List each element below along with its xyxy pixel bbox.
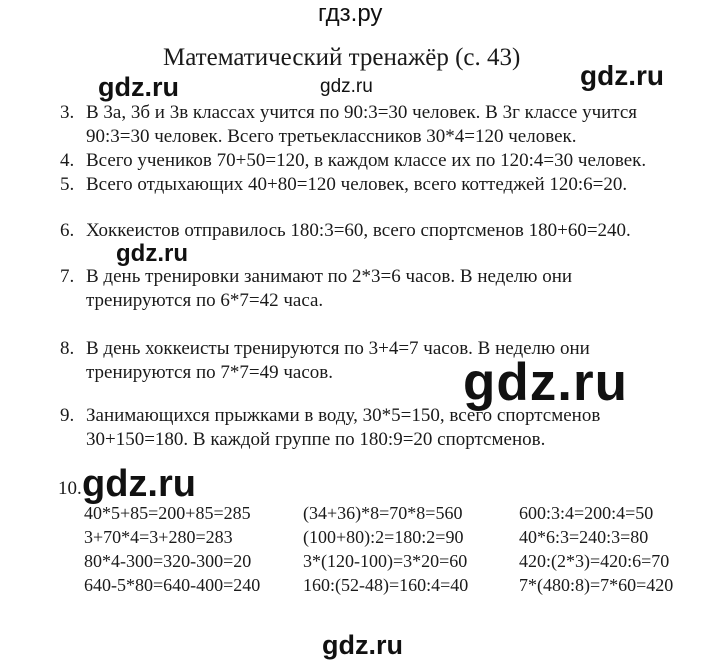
watermark: gdz.ru (82, 463, 196, 505)
exercise-10-column-3 (519, 501, 673, 597)
item-line: Всего отдыхающих 40+80=120 человек, всего коттеджей 120:6=20. (86, 174, 628, 195)
item-line: Хоккеистов отправилось 180:3=60, всего спортсменов 180+60=240. (86, 220, 631, 241)
calc-line: (34+36)*8=70*8=560 (303, 503, 463, 523)
calc-line: 600:3:4=200:4=50 (519, 503, 654, 523)
item-number: 6. (60, 220, 75, 241)
watermark: gdz.ru (580, 60, 664, 91)
exercise-3 (60, 101, 637, 149)
item-line: 30+150=180. В каждой группе по 180:9=20 спортсменов. (86, 429, 546, 450)
watermark: gdz.ru (320, 76, 373, 97)
item-number: 3. (60, 102, 75, 123)
item-number: 7. (60, 266, 75, 287)
item-line: 90:3=30 человек. Всего третьеклассников 30*4=120 человек. (86, 126, 577, 147)
calc-line: 640-5*80=640-400=240 (84, 575, 261, 595)
item-line: В день тренировки занимают по 2*3=6 часов. В неделю они (86, 266, 573, 287)
calc-line: 3+70*4=3+280=283 (84, 527, 233, 547)
item-line: В 3а, 3б и 3в классах учится по 90:3=30 человек. В 3г классе учится (86, 102, 637, 123)
item-number: 10. (58, 478, 82, 499)
watermark-large: gdz.ru (463, 353, 628, 412)
exercise-7 (60, 265, 572, 313)
calc-line: 80*4-300=320-300=20 (84, 551, 252, 571)
exercise-5 (60, 173, 627, 197)
item-number: 9. (60, 405, 75, 426)
calc-line: 3*(120-100)=3*20=60 (303, 551, 468, 571)
calc-line: 40*6:3=240:3=80 (519, 527, 649, 547)
item-number: 8. (60, 338, 75, 359)
item-line: Занимающихся прыжками в воду, 30*5=150, всего спортсменов (86, 405, 601, 426)
exercise-9 (60, 404, 600, 452)
calc-line: 40*5+85=200+85=285 (84, 503, 251, 523)
item-number: 4. (60, 150, 75, 171)
item-line: тренируются по 7*7=49 часов. (86, 362, 333, 383)
exercise-10-column-1 (84, 501, 260, 597)
item-line: тренируются по 6*7=42 часа. (86, 290, 324, 311)
watermark-top: гдз.ру (318, 0, 383, 27)
calc-line: 7*(480:8)=7*60=420 (519, 575, 674, 595)
page-title: Математический тренажёр (с. 43) (163, 44, 521, 71)
exercise-4 (60, 149, 646, 173)
watermark: gdz.ru (116, 240, 188, 267)
watermark: gdz.ru (98, 72, 179, 102)
item-number: 5. (60, 174, 75, 195)
exercise-10-number (58, 477, 82, 501)
item-line: В день хоккеисты тренируются по 3+4=7 часов. В неделю они (86, 338, 590, 359)
exercise-10-column-2 (303, 501, 468, 597)
watermark-bottom: gdz.ru (322, 630, 403, 660)
calc-line: 160:(52-48)=160:4=40 (303, 575, 469, 595)
calc-line: (100+80):2=180:2=90 (303, 527, 464, 547)
item-line: Всего учеников 70+50=120, в каждом классе их по 120:4=30 человек. (86, 150, 647, 171)
calc-line: 420:(2*3)=420:6=70 (519, 551, 670, 571)
